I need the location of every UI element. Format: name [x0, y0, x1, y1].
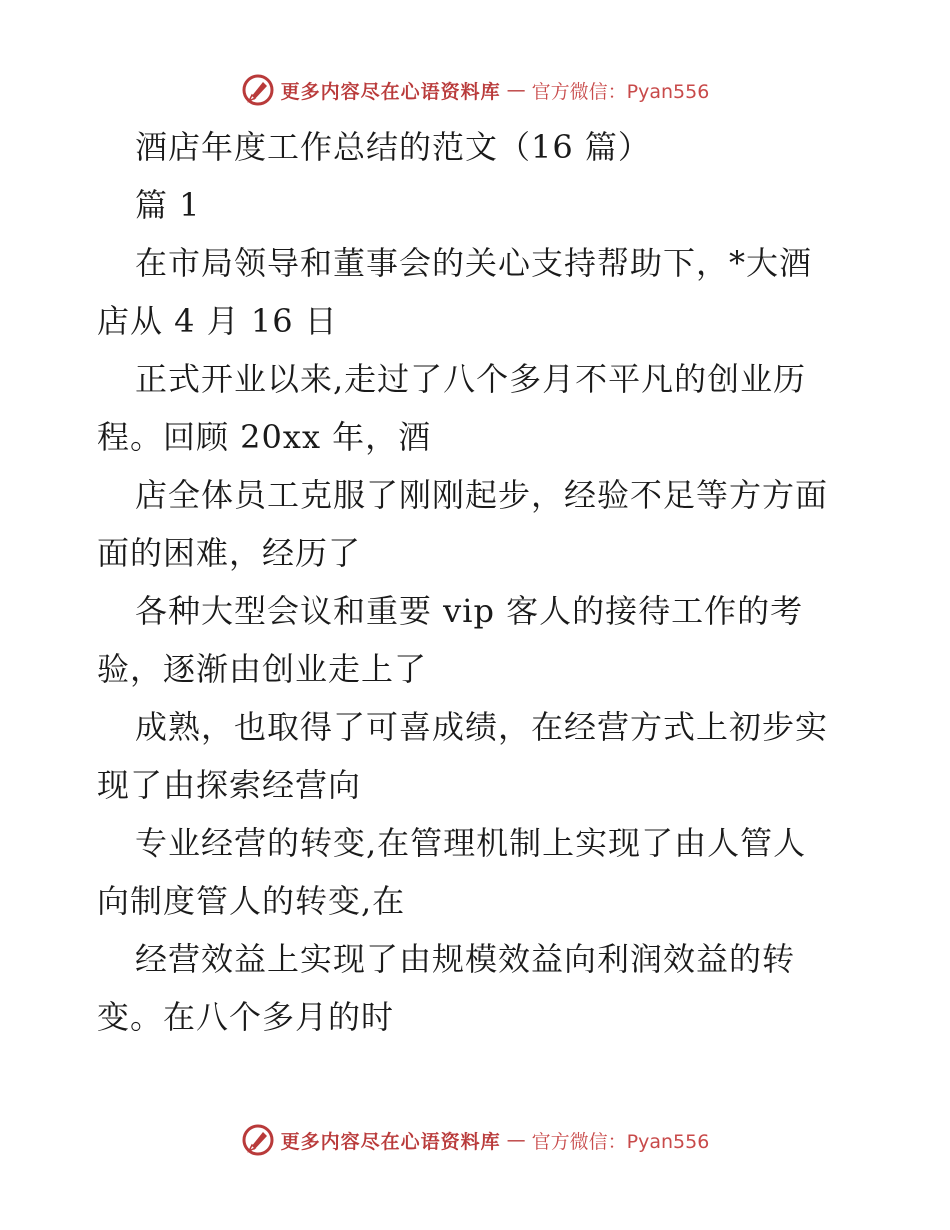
section-heading: 篇 1 — [135, 186, 201, 224]
header-banner — [0, 70, 950, 110]
banner-wechat: 官方微信：Pyan556 — [531, 1130, 710, 1153]
paragraph-line: 变。在八个多月的时 — [97, 998, 395, 1036]
paragraph-line: 店全体员工克服了刚刚起步，经验不足等方方面 — [135, 476, 829, 514]
paragraph-line: 正式开业以来,走过了八个多月不平凡的创业历 — [135, 360, 807, 398]
paragraph-line: 专业经营的转变,在管理机制上实现了由人管人 — [135, 824, 807, 862]
banner-separator: — — [506, 79, 526, 101]
paragraph-line: 现了由探索经营向 — [97, 766, 362, 804]
banner-slogan: 更多内容尽在心语资料库 — [280, 80, 501, 103]
paragraph-line: 验，逐渐由创业走上了 — [97, 650, 428, 688]
paragraph-line: 面的困难，经历了 — [97, 534, 362, 572]
paragraph-line: 各种大型会议和重要 vip 客人的接待工作的考 — [135, 592, 804, 630]
paragraph-line: 店从 4 月 16 日 — [97, 302, 338, 340]
paragraph-line: 在市局领导和董事会的关心支持帮助下，*大酒 — [135, 244, 813, 282]
banner-slogan: 更多内容尽在心语资料库 — [280, 1130, 501, 1153]
document-body — [97, 118, 857, 1046]
document-title: 酒店年度工作总结的范文（16 篇） — [135, 128, 651, 166]
banner-separator: — — [506, 1129, 526, 1151]
pen-nib-logo-icon — [241, 1123, 275, 1157]
footer-banner — [0, 1120, 950, 1160]
paragraph-line: 程。回顾 20xx 年，酒 — [97, 418, 432, 456]
paragraph-line: 成熟，也取得了可喜成绩，在经营方式上初步实 — [135, 708, 829, 746]
paragraph-line: 经营效益上实现了由规模效益向利润效益的转 — [135, 940, 796, 978]
paragraph-line: 向制度管人的转变,在 — [97, 882, 406, 920]
banner-wechat: 官方微信：Pyan556 — [531, 80, 710, 103]
pen-nib-logo-icon — [241, 73, 275, 107]
